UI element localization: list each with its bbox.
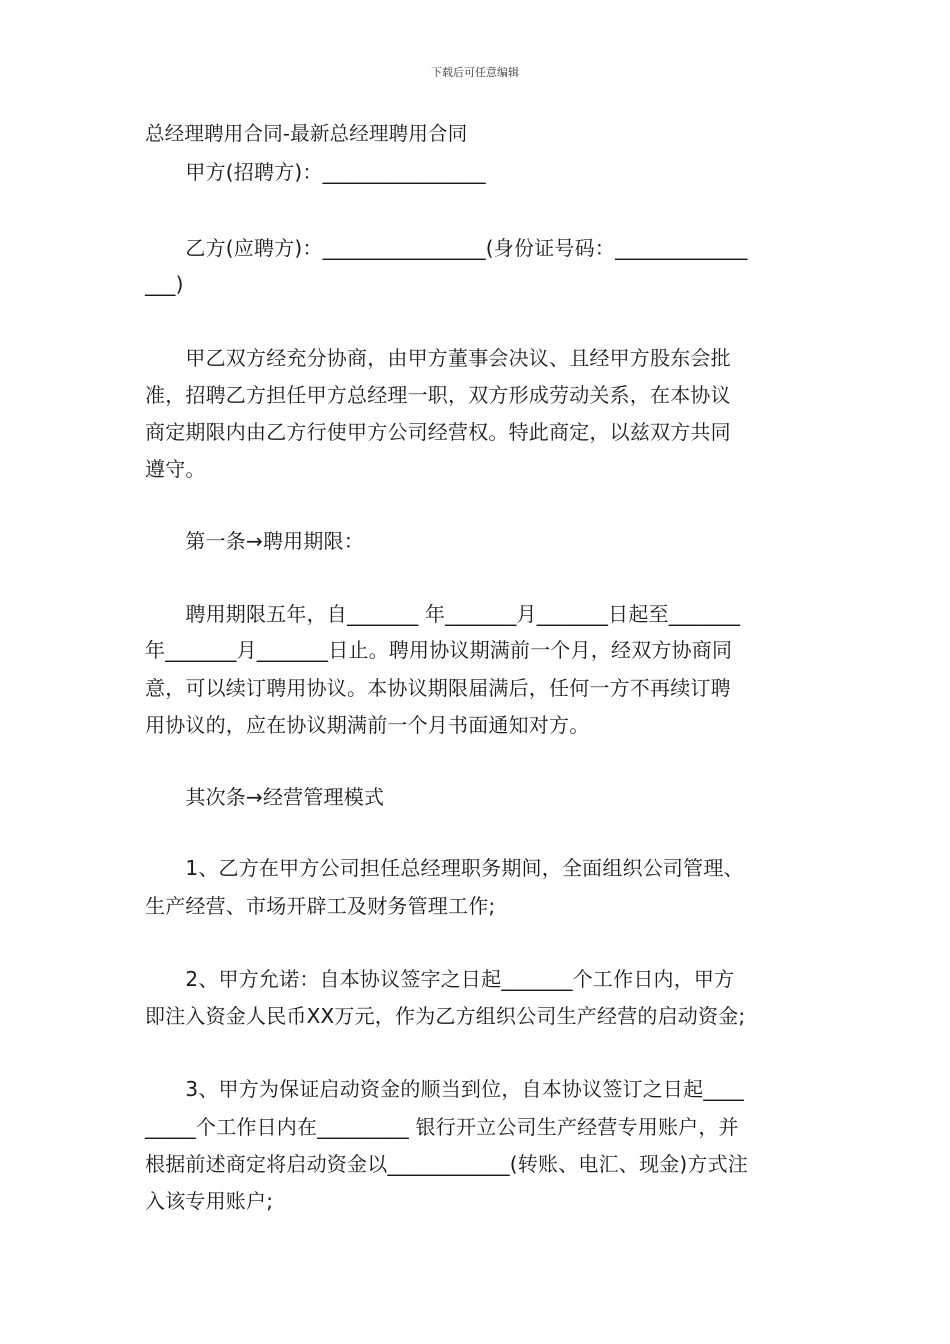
article-1-text-line: 聘用期限五年，自_______ 年_______月_______日起至_______ [145,602,741,626]
clause-3-line: 3、甲方为保证启动资金的顺当到位，自本协议签订之日起____ [145,1077,745,1101]
article-1-text-line: 用协议的，应在协议期满前一个月书面通知对方。 [145,713,590,737]
article-2-heading: 其次条→经营管理模式 [145,785,385,809]
party-b-line-cont: ___) [145,272,184,296]
article-1-text-line: 意，可以续订聘用协议。本协议期限届满后，任何一方不再续订聘 [145,676,731,700]
clause-1-line: 1、乙方在甲方公司担任总经理职务期间，全面组织公司管理、 [145,856,744,880]
clause-3-line: 入该专用账户; [145,1189,274,1213]
article-1-heading: 第一条→聘用期限： [145,529,364,553]
intro-paragraph-line: 商定期限内由乙方行使甲方公司经营权。特此商定，以兹双方共同 [145,420,731,444]
clause-2-line: 即注入资金人民币XX万元，作为乙方组织公司生产经营的启动资金; [145,1004,746,1028]
intro-paragraph-line: 遵守。 [145,457,206,481]
document-title: 总经理聘用合同-最新总经理聘用合同 [145,122,468,145]
party-b-line: 乙方(应聘方)：________________(身份证号码：_____________ [145,236,748,260]
clause-2-line: 2、甲方允诺：自本协议签字之日起_______个工作日内，甲方 [145,967,735,991]
clause-1-line: 生产经营、市场开辟工及财务管理工作; [145,894,496,918]
clause-3-line: _____个工作日内在_________ 银行开立公司生产经营专用账户，并 [145,1115,739,1139]
intro-paragraph-line: 甲乙双方经充分协商，由甲方董事会决议、且经甲方股东会批 [145,346,731,370]
intro-paragraph-line: 准，招聘乙方担任甲方总经理一职，双方形成劳动关系，在本协议 [145,383,731,407]
header-note: 下载后可任意编辑 [431,66,519,79]
clause-3-line: 根据前述商定将启动资金以____________(转账、电汇、现金)方式注 [145,1152,749,1176]
article-1-text-line: 年_______月_______日止。聘用协议期满前一个月，经双方协商同 [145,638,733,662]
party-a-line: 甲方(招聘方)：________________ [145,160,486,184]
